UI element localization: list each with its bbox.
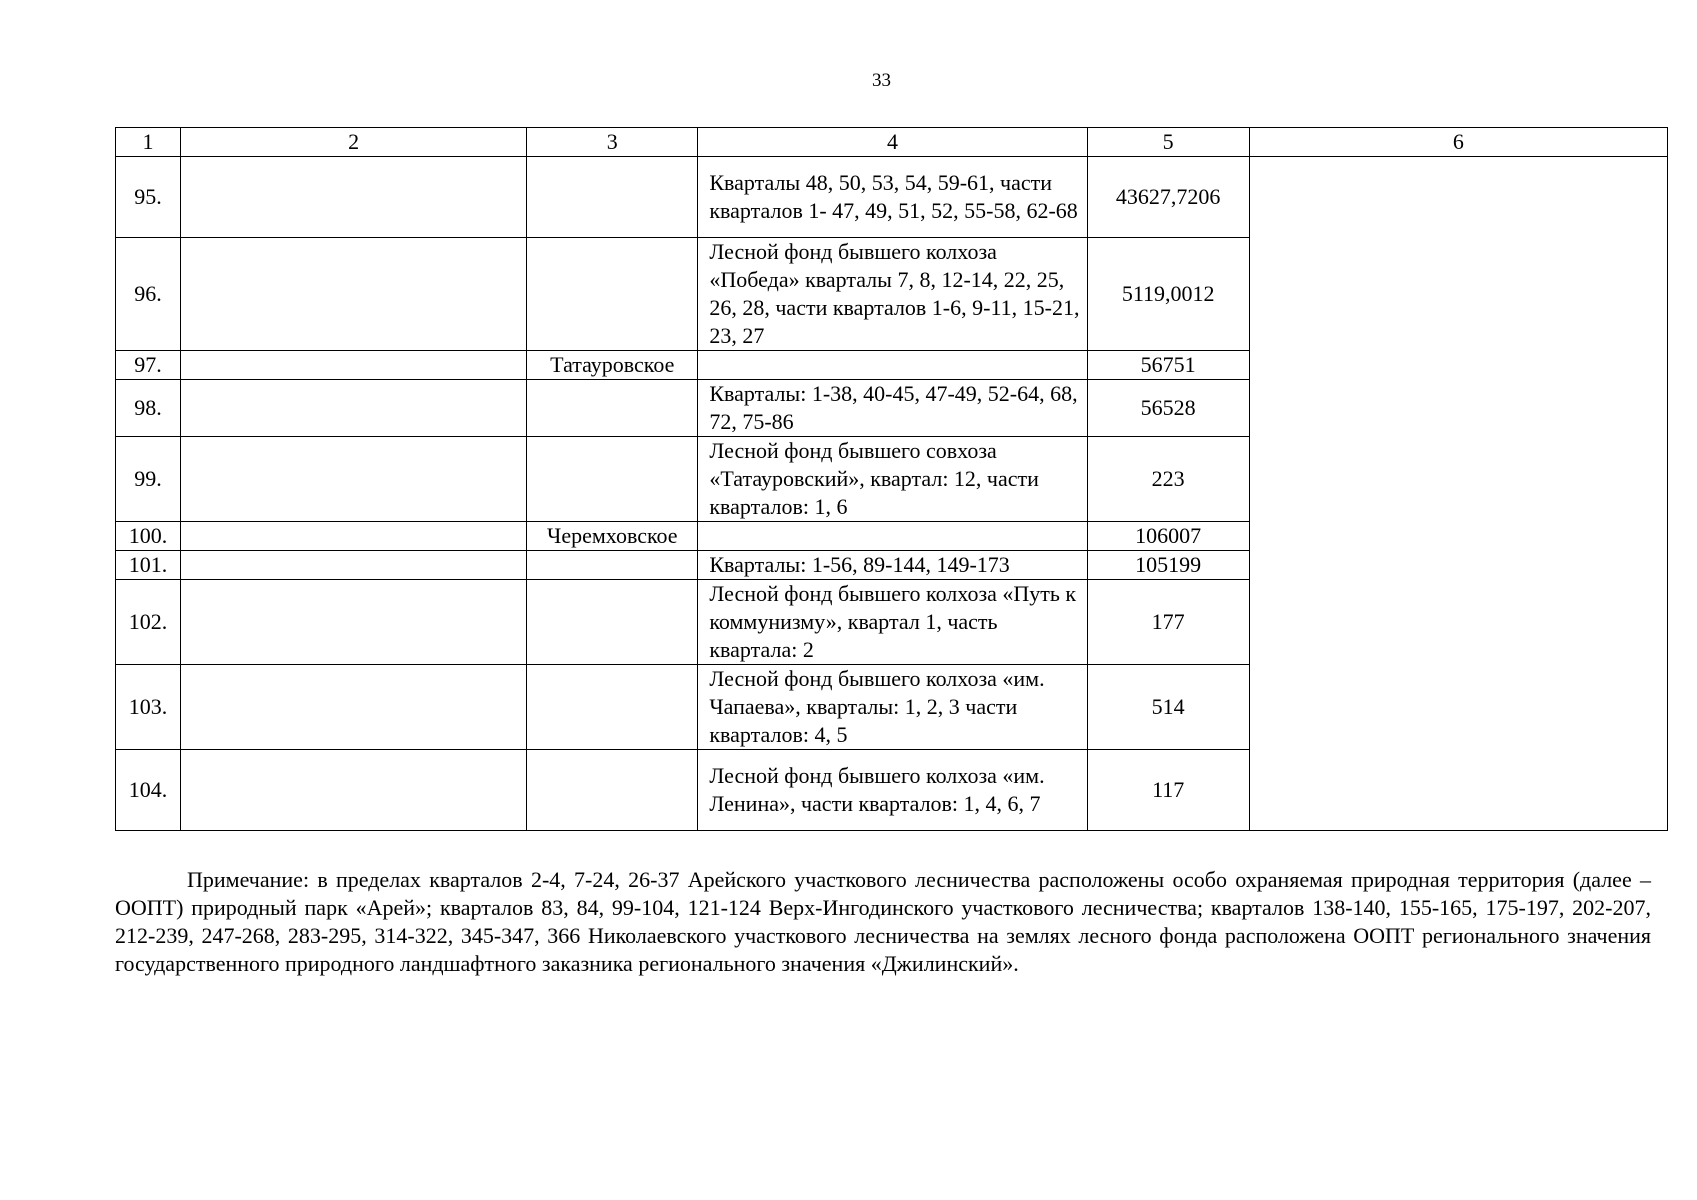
col4-cell: Лесной фонд бывшего колхоза «Путь к коммунизму», квартал 1, часть квартала: 2 (698, 580, 1087, 665)
col5-cell: 223 (1087, 437, 1249, 522)
col2-cell (181, 351, 527, 380)
col2-cell (181, 238, 527, 351)
col5-cell: 5119,0012 (1087, 238, 1249, 351)
row-number-cell: 95. (116, 157, 181, 238)
col3-cell (527, 551, 698, 580)
col5-cell: 117 (1087, 750, 1249, 831)
col3-cell (527, 238, 698, 351)
col3-cell (527, 665, 698, 750)
col3-cell: Черемховское (527, 522, 698, 551)
header-cell: 4 (698, 128, 1087, 157)
col3-cell: Татауровское (527, 351, 698, 380)
col5-cell: 177 (1087, 580, 1249, 665)
row-number-cell: 100. (116, 522, 181, 551)
col4-cell: Лесной фонд бывшего колхоза «им. Ленина», части кварталов: 1, 4, 6, 7 (698, 750, 1087, 831)
col2-cell (181, 665, 527, 750)
header-cell: 2 (181, 128, 527, 157)
col2-cell (181, 380, 527, 437)
row-number-cell: 97. (116, 351, 181, 380)
row-number-cell: 102. (116, 580, 181, 665)
col5-cell: 56751 (1087, 351, 1249, 380)
col4-cell (698, 522, 1087, 551)
col5-cell: 56528 (1087, 380, 1249, 437)
col3-cell (527, 380, 698, 437)
col5-cell: 106007 (1087, 522, 1249, 551)
col4-cell: Лесной фонд бывшего колхоза «Победа» кварталы 7, 8, 12-14, 22, 25, 26, 28, части кварталов 1-6, 9-11, 15-21, 23, 27 (698, 238, 1087, 351)
col2-cell (181, 580, 527, 665)
row-number-cell: 101. (116, 551, 181, 580)
row-number-cell: 103. (116, 665, 181, 750)
table-row (116, 157, 1668, 238)
col2-cell (181, 157, 527, 238)
col6-cell (1249, 157, 1667, 831)
col2-cell (181, 522, 527, 551)
col2-cell (181, 750, 527, 831)
row-number-cell: 96. (116, 238, 181, 351)
header-cell: 6 (1249, 128, 1667, 157)
col4-cell (698, 351, 1087, 380)
header-cell: 1 (116, 128, 181, 157)
col3-cell (527, 750, 698, 831)
col4-cell: Лесной фонд бывшего совхоза «Татауровский», квартал: 12, части кварталов: 1, 6 (698, 437, 1087, 522)
header-cell: 3 (527, 128, 698, 157)
col4-cell: Кварталы 48, 50, 53, 54, 59-61, части кварталов 1- 47, 49, 51, 52, 55-58, 62-68 (698, 157, 1087, 238)
col2-cell (181, 437, 527, 522)
col2-cell (181, 551, 527, 580)
header-cell: 5 (1087, 128, 1249, 157)
forest-table (115, 127, 1668, 831)
col5-cell: 105199 (1087, 551, 1249, 580)
row-number-cell: 98. (116, 380, 181, 437)
col4-cell: Кварталы: 1-56, 89-144, 149-173 (698, 551, 1087, 580)
table-header-row (116, 128, 1668, 157)
col4-cell: Кварталы: 1-38, 40-45, 47-49, 52-64, 68, 72, 75-86 (698, 380, 1087, 437)
page-number: 33 (872, 70, 891, 91)
col3-cell (527, 157, 698, 238)
col3-cell (527, 437, 698, 522)
table-note: Примечание: в пределах кварталов 2-4, 7-24, 26-37 Арейского участкового лесничества расположены особо охраняемая природная территория (далее – ООПТ) природный парк «Арей»; кварталов 83, 84, 99-104, 121-124 Верх-Ингодинского участкового лесничества; кварталов 138-140, 155-165, 175-197, 202-207, 212-239, 247-268, 283-295, 314-322, 345-347, 366 Николаевского участкового лесничества на землях лесного фонда расположена ООПТ регионального значения государственного природного ландшафтного заказника регионального значения «Джилинский». (115, 867, 1651, 976)
row-number-cell: 99. (116, 437, 181, 522)
row-number-cell: 104. (116, 750, 181, 831)
col3-cell (527, 580, 698, 665)
col4-cell: Лесной фонд бывшего колхоза «им. Чапаева», кварталы: 1, 2, 3 части кварталов: 4, 5 (698, 665, 1087, 750)
col5-cell: 514 (1087, 665, 1249, 750)
col5-cell: 43627,7206 (1087, 157, 1249, 238)
